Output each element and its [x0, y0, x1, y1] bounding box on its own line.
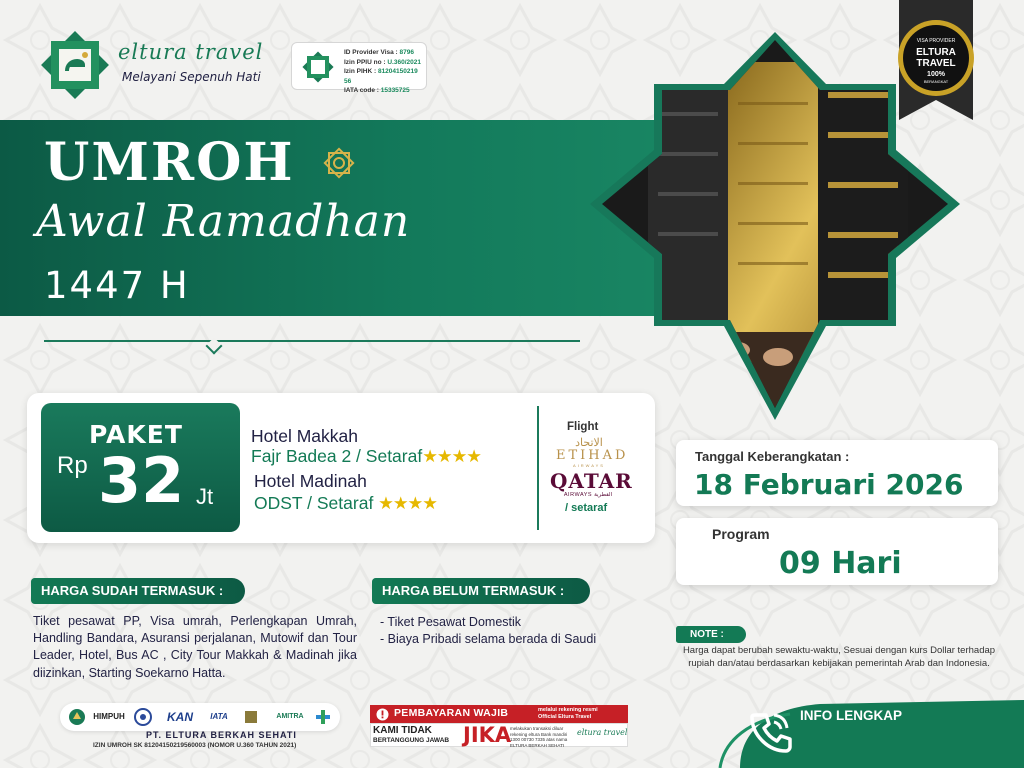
- badge-name1: ELTURA: [916, 47, 956, 58]
- brand-logo: [38, 28, 278, 102]
- note-label: NOTE :: [676, 626, 746, 643]
- note-text: Harga dapat berubah sewaktu-waktu, Sesuai dengan kurs Dollar terhadap rupiah dan/atau berdasarkan kebijakan pemerintah Arab dan Indonesia.: [682, 645, 996, 669]
- package-label: PAKET: [89, 420, 183, 449]
- hotel-madinah-name: ODST / Setaraf ★★★★: [254, 493, 437, 513]
- hotel-madinah-stars: ★★★★: [378, 493, 437, 513]
- payment-kami: KAMI TIDAK: [373, 725, 432, 736]
- kan-logo: KAN: [167, 710, 193, 724]
- license-lines: ID Provider Visa : 8796 Izin PPIU no : U.360/2021 Izin PIHK : 81204150219 56 IATA code : 15335725: [344, 49, 421, 94]
- departure-date: 18 Februari 2026: [694, 468, 964, 501]
- title-divider: [44, 340, 580, 342]
- flight-divider: [537, 406, 539, 530]
- hotel-makkah-label: Hotel Makkah: [251, 426, 358, 446]
- brand-tagline: Melayani Sepenuh Hati: [122, 70, 261, 84]
- warning-icon: [376, 708, 389, 721]
- iata-logo: IATA: [210, 712, 228, 721]
- payment-small-text: melakukan transaksi diluar rekening eltura Bank mandiri 1300 00730 7335 atas nama ELTURA BERKAH SEHATI: [510, 726, 568, 748]
- brand-name: eltura travel: [118, 40, 264, 64]
- amphuri-logo-icon: [240, 708, 262, 726]
- price-value: 32: [98, 444, 185, 517]
- qatar-logo: QATAR AIRWAYS القطرية: [550, 469, 633, 498]
- excluded-heading: HARGA BELUM TERMASUK :: [372, 578, 590, 604]
- title-sub: Awal Ramadhan: [36, 196, 411, 247]
- flight-note: / setaraf: [565, 502, 608, 514]
- hotel-makkah-stars: ★★★★: [422, 446, 481, 466]
- payment-jika: JIKA: [463, 723, 512, 747]
- badge-name2: TRAVEL: [916, 58, 956, 69]
- excluded-item: - Biaya Pribadi selama berada di Saudi: [380, 631, 596, 648]
- kaaba-photo: [588, 32, 962, 422]
- payment-sub: melalui rekening resmi Official Eltura Travel: [538, 707, 598, 720]
- company-name: PT. ELTURA BERKAH SEHATI: [146, 730, 297, 740]
- etihad-logo: الاتحاد ETIHAD AIRWAYS: [556, 436, 629, 468]
- badge-top: VISA PROVIDER: [916, 38, 956, 44]
- kemenag-logo-icon: [66, 708, 88, 726]
- price-currency: Rp: [57, 452, 88, 479]
- license-logo-icon: [302, 51, 334, 83]
- included-text: Tiket pesawat PP, Visa umrah, Perlengkapan Umrah, Handling Bandara, Asuransi perjalanan, Mutowif dan Tour Leader, Hotel, Bus AC , City Tour Makkah & Madinah jika diizinkan, Starting Soekarno Hatta.: [33, 614, 357, 680]
- info-link[interactable]: INFO LENGKAP: [800, 708, 903, 723]
- program-days: 09 Hari: [779, 546, 902, 581]
- bnsp-logo-icon: [130, 708, 156, 726]
- payment-logo: eltura travel: [577, 728, 628, 737]
- price-unit: Jt: [196, 484, 214, 509]
- company-license: IZIN UMROH SK 81204150219560003 (NOMOR U.360 TAHUN 2021): [93, 742, 297, 749]
- amitra-logo: AMITRA: [276, 713, 304, 720]
- phone-icon[interactable]: [746, 707, 794, 755]
- sisko-logo-icon: [312, 708, 334, 726]
- hotel-madinah-label: Hotel Madinah: [254, 471, 367, 491]
- badge-sub: BERANGKAT: [923, 79, 949, 84]
- eltura-logo-icon: [38, 28, 112, 102]
- hotel-makkah-name: Fajr Badea 2 / Setaraf★★★★: [251, 446, 481, 466]
- excluded-item: - Tiket Pesawat Domestik: [380, 614, 596, 631]
- flight-label: Flight: [567, 421, 599, 433]
- badge-pct: 100%: [927, 71, 945, 78]
- payment-bertanggung: BERTANGGUNG JAWAB: [373, 737, 450, 744]
- himpuh-logo: HIMPUH: [93, 712, 125, 721]
- departure-label: Tanggal Keberangkatan :: [695, 449, 850, 464]
- title-year: 1447 H: [44, 264, 190, 307]
- ornament-star-icon: [322, 146, 356, 180]
- payment-title: PEMBAYARAN WAJIB: [394, 707, 509, 719]
- excluded-list: [380, 614, 596, 648]
- title-main: UMROH: [44, 132, 295, 193]
- license-card: [291, 42, 427, 94]
- program-label: Program: [712, 526, 770, 542]
- payment-banner: [370, 705, 628, 723]
- included-heading: HARGA SUDAH TERMASUK :: [31, 578, 245, 604]
